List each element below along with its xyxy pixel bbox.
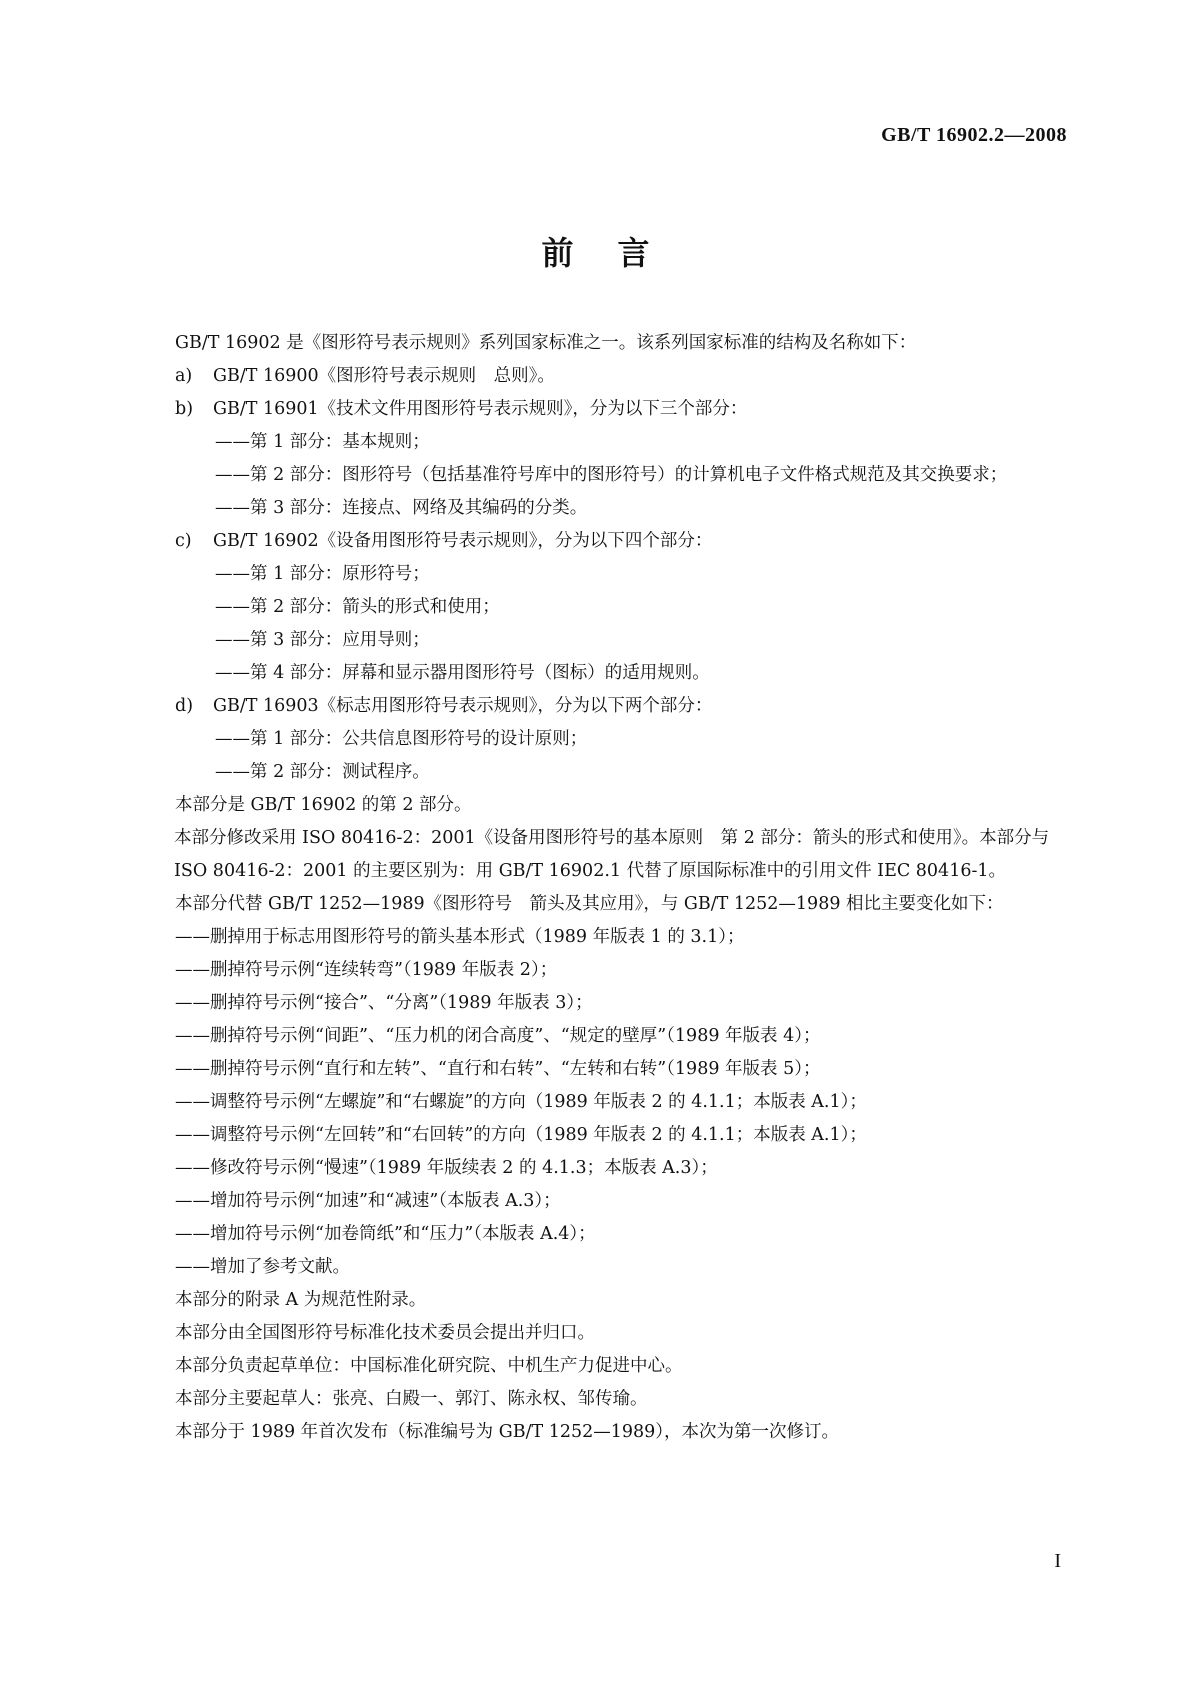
item-label: d): [175, 696, 194, 716]
sub-part: ——第 1 部分：原形符号；: [215, 564, 430, 584]
change-item: ——删掉符号示例“接合”、“分离”（1989 年版表 3）；: [175, 993, 593, 1013]
intro-paragraph: GB/T 16902 是《图形符号表示规则》系列国家标准之一。该系列国家标准的结构及名称如下：: [175, 333, 917, 353]
sub-part: ——第 2 部分：箭头的形式和使用；: [215, 597, 500, 617]
change-item: ——增加了参考文献。: [175, 1257, 350, 1277]
change-item: ——修改符号示例“慢速”（1989 年版续表 2 的 4.1.3；本版表 A.3）；: [175, 1158, 718, 1178]
change-item: ——删掉符号示例“直行和左转”、“直行和右转”、“左转和右转”（1989 年版表 5）；: [175, 1059, 821, 1079]
series-item-c: [175, 525, 1063, 558]
closing-line: 本部分负责起草单位：中国标准化研究院、中机生产力促进中心。: [175, 1356, 683, 1376]
replace-paragraph: 本部分代替 GB/T 1252—1989《图形符号 箭头及其应用》，与 GB/T 1252—1989 相比主要变化如下：: [175, 894, 1004, 914]
series-item-d: [175, 690, 1063, 723]
item-text: GB/T 16900《图形符号表示规则 总则》。: [213, 366, 555, 386]
sub-part: ——第 3 部分：应用导则；: [215, 630, 430, 650]
series-item-b: [175, 393, 1063, 426]
change-item: ——删掉符号示例“连续转弯”（1989 年版表 2）；: [175, 960, 558, 980]
item-label: b): [175, 399, 194, 419]
series-item-a: [175, 360, 1063, 393]
sub-part: ——第 2 部分：图形符号（包括基准符号库中的图形符号）的计算机电子文件格式规范及其交换要求；: [215, 465, 1008, 485]
sub-part: ——第 1 部分：公共信息图形符号的设计原则；: [215, 729, 588, 749]
change-item: ——增加符号示例“加卷筒纸”和“压力”（本版表 A.4）；: [175, 1224, 596, 1244]
change-item: ——增加符号示例“加速”和“减速”（本版表 A.3）；: [175, 1191, 561, 1211]
change-item: ——删掉用于标志用图形符号的箭头基本形式（1989 年版表 1 的 3.1）；: [175, 927, 745, 947]
sub-part: ——第 2 部分：测试程序。: [215, 762, 430, 782]
modify-paragraph: 本部分修改采用 ISO 80416-2：2001《设备用图形符号的基本原则 第 2 部分：箭头的形式和使用》。本部分与 ISO 80416-2：2001 的主要区别为：用 GB/T 16902.1 代替了原国际标准中的引用文件 IEC 80416-1。: [174, 828, 1050, 881]
sub-part: ——第 1 部分：基本规则；: [215, 432, 430, 452]
item-label: a): [175, 366, 193, 386]
sub-part: ——第 4 部分：屏幕和显示器用图形符号（图标）的适用规则。: [215, 663, 710, 683]
sub-part: ——第 3 部分：连接点、网络及其编码的分类。: [215, 498, 588, 518]
item-text: GB/T 16902《设备用图形符号表示规则》，分为以下四个部分：: [213, 531, 713, 551]
item-label: c): [175, 531, 192, 551]
foreword-body: [175, 327, 1063, 1449]
page-number: I: [1054, 1550, 1061, 1572]
standard-number: GB/T 16902.2—2008: [881, 124, 1067, 146]
change-item: ——调整符号示例“左回转”和“右回转”的方向（1989 年版表 2 的 4.1.1；本版表 A.1）；: [175, 1125, 867, 1145]
change-item: ——调整符号示例“左螺旋”和“右螺旋”的方向（1989 年版表 2 的 4.1.1；本版表 A.1）；: [175, 1092, 867, 1112]
change-item: ——删掉符号示例“间距”、“压力机的闭合高度”、“规定的壁厚”（1989 年版表 4）；: [175, 1026, 821, 1046]
item-text: GB/T 16901《技术文件用图形符号表示规则》，分为以下三个部分：: [213, 399, 748, 419]
closing-line: 本部分的附录 A 为规范性附录。: [175, 1290, 427, 1310]
closing-line: 本部分由全国图形符号标准化技术委员会提出并归口。: [175, 1323, 595, 1343]
closing-line: 本部分主要起草人：张亮、白殿一、郭汀、陈永权、邹传瑜。: [175, 1389, 648, 1409]
part-paragraph: 本部分是 GB/T 16902 的第 2 部分。: [175, 795, 472, 815]
item-text: GB/T 16903《标志用图形符号表示规则》，分为以下两个部分：: [213, 696, 713, 716]
closing-line: 本部分于 1989 年首次发布（标准编号为 GB/T 1252—1989），本次为第一次修订。: [175, 1422, 840, 1442]
page-title: 前言: [541, 234, 694, 272]
